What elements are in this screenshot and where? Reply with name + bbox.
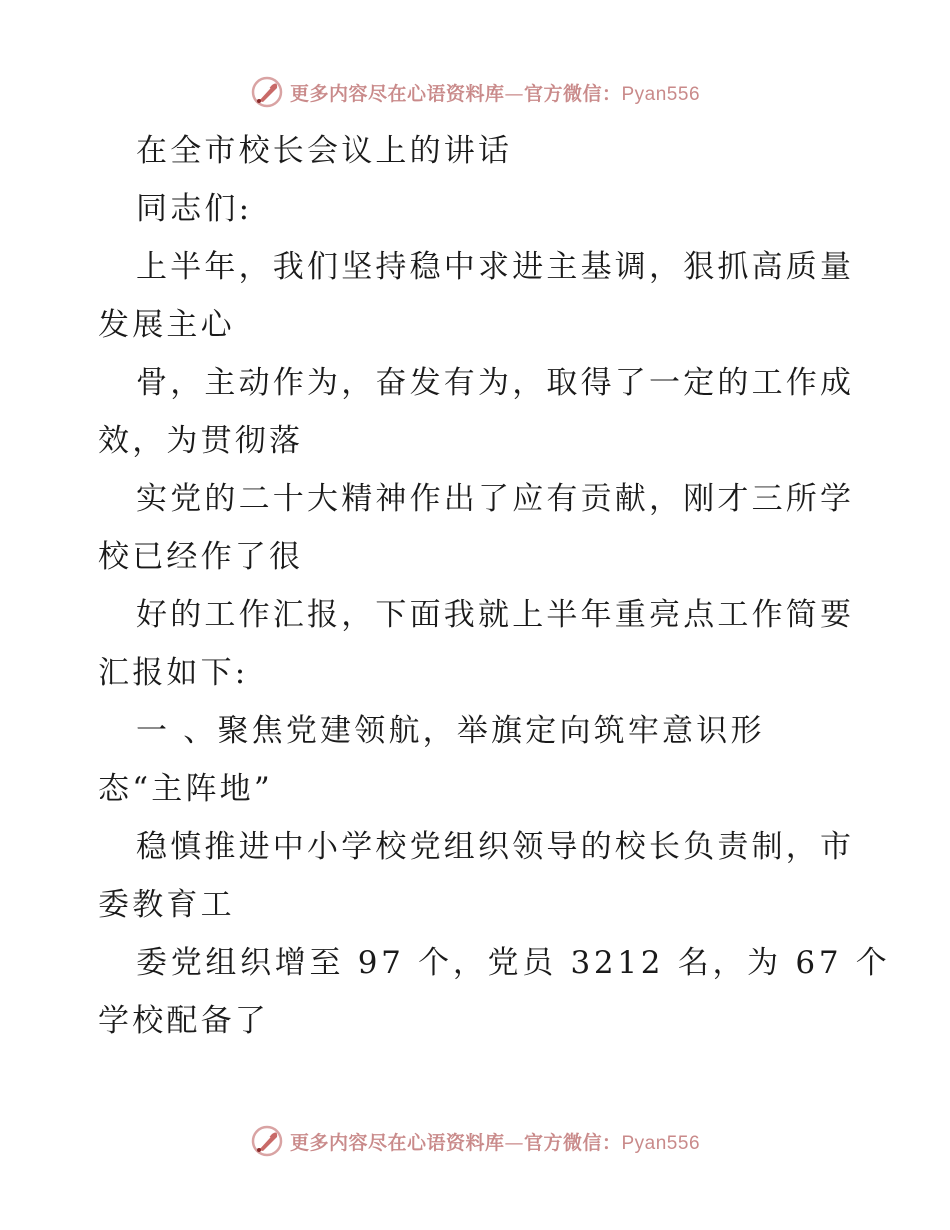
header-watermark xyxy=(0,72,950,112)
paragraph-line: 好的工作汇报，下面我就上半年重亮点工作简要 xyxy=(136,597,855,633)
section-heading-continued: 态“主阵地” xyxy=(98,771,273,807)
footer-watermark xyxy=(0,1121,950,1161)
document-body xyxy=(98,122,891,1050)
paragraph-line: 实党的二十大精神作出了应有贡献，刚才三所学 xyxy=(136,481,855,517)
paragraph-line: 发展主心 xyxy=(98,307,235,343)
watermark-contact-id: Pyan556 xyxy=(621,1132,701,1154)
paragraph-line: 委党组织增至 97 个，党员 3212 名，为 67 个 xyxy=(136,945,891,981)
paragraph-line: 学校配备了 xyxy=(98,1003,269,1039)
paragraph-line: 汇报如下: xyxy=(98,655,249,691)
watermark-contact-label: 官方微信： xyxy=(523,1131,622,1154)
paragraph-line: 委教育工 xyxy=(98,887,235,923)
watermark-contact-id: Pyan556 xyxy=(621,83,701,105)
paragraph-line: 效，为贯彻落 xyxy=(98,423,304,459)
section-heading: 一 、聚焦党建领航，举旗定向筑牢意识形 xyxy=(136,713,765,749)
document-title: 在全市校长会议上的讲话 xyxy=(136,133,513,169)
paragraph-line: 上半年，我们坚持稳中求进主基调，狠抓高质量 xyxy=(136,249,855,285)
salutation: 同志们: xyxy=(136,191,253,227)
watermark-separator: — xyxy=(504,1131,524,1154)
watermark-text xyxy=(290,79,700,106)
paragraph-line: 骨，主动作为，奋发有为，取得了一定的工作成 xyxy=(136,365,855,401)
watermark-separator: — xyxy=(504,82,524,105)
watermark-brand: 更多内容尽在心语资料库 xyxy=(289,1131,505,1154)
watermark-text xyxy=(290,1128,700,1155)
quill-logo-icon xyxy=(250,75,284,109)
watermark-brand: 更多内容尽在心语资料库 xyxy=(289,82,505,105)
quill-logo-icon xyxy=(250,1124,284,1158)
paragraph-line: 校已经作了很 xyxy=(98,539,304,575)
watermark-contact-label: 官方微信： xyxy=(523,82,622,105)
paragraph-line: 稳慎推进中小学校党组织领导的校长负责制，市 xyxy=(136,829,855,865)
